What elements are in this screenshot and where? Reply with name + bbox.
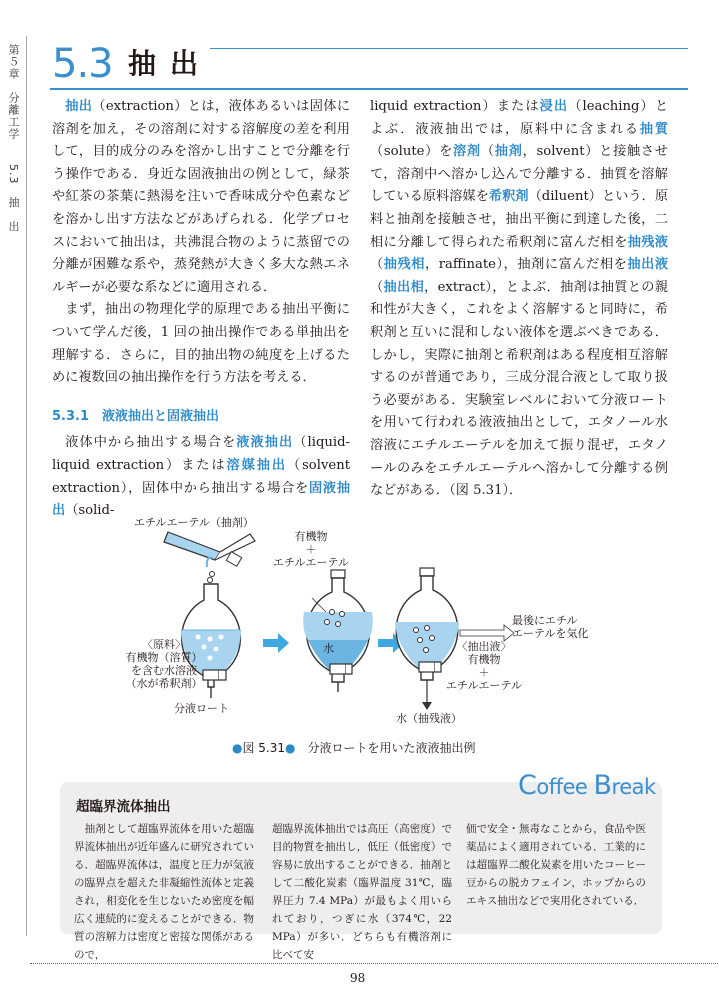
label-line: 最後にエチル	[512, 614, 578, 627]
label-line: 有機物（溶質）	[125, 651, 203, 664]
keyword-term: 抽出	[65, 99, 93, 114]
label-line: エチルエーテル	[446, 679, 522, 692]
page-number: 98	[350, 971, 366, 985]
chapter-strip-label: 第５章 分離工学 5.3 抽 出	[7, 44, 20, 233]
label-line: 〈原料〉	[142, 638, 186, 651]
label-feed	[114, 638, 214, 690]
keyword-term: 浸出	[539, 99, 569, 114]
text-run: ，extract），とよぶ．抽剤は抽質との親和性が大きく，これをよく溶解すると同時に，希釈剤と互いに混和しない液体を選ぶべきである．しかし，実際に抽剤と希釈剤はある程度相互溶解するのが普通であり，三成分混合液として取り扱う必要がある．実験室レベルにおいて分液ロートを用いて行われる液液抽出として，エタノール水溶液にエチルエーテルを加えて振り混ぜ，エタノールのみをエチルエーテルへ溶かして分離する例などがある．（図 5.31）．	[370, 279, 669, 499]
coffee-break-logo: Coffee Break	[518, 770, 656, 801]
keyword-term: 抽質	[639, 121, 669, 137]
keyword-term: 抽出相	[383, 279, 425, 295]
text-run: （	[370, 279, 384, 295]
keyword-term: 溶剤	[453, 144, 481, 160]
label-line: （水が希釈剤）	[125, 677, 203, 690]
label-line: 有機物	[467, 653, 501, 666]
text-run: liquid extraction）または	[370, 99, 540, 114]
caption-bullet-icon: ●	[232, 741, 243, 755]
label-line: エチルエーテル	[273, 556, 349, 569]
section-title: 抽出	[128, 47, 213, 80]
paragraph-extraction-definition	[52, 96, 350, 299]
keyword-term: 液液抽出	[236, 435, 294, 451]
figure-5-31	[90, 512, 660, 725]
keyword-term: 抽出液	[627, 257, 669, 273]
label-organic-ether	[261, 530, 361, 569]
caption-number: 図 5.31	[242, 741, 286, 755]
coffee-break-column-1: 抽剤として超臨界流体を用いた超臨界流体抽出が近年盛んに研究されている．超臨界流体は，温度と圧力が気液の臨界点を超えた非凝縮性流体と定義され，相変化を生じないため密度を幅広く連続的に変えることができる．物質の溶解力は密度と密接な関係があるので，	[74, 823, 254, 961]
section-number: 5.3	[52, 41, 113, 87]
text-run: （solvent extraction），固体中から抽出する場合を	[52, 457, 351, 496]
caption-bullet-icon: ●	[285, 741, 296, 755]
text-run: ，solvent）と接触させて，溶剤中へ溶かし込んで分離する．抽質を溶解している原料溶媒を	[370, 144, 669, 205]
label-vaporize	[512, 614, 588, 640]
coffee-break-column-2: 超臨界流体抽出では高圧（高密度）で目的物質を抽出し，低圧（低密度）で容易に放出することができる．抽剤として二酸化炭素（臨界温度 31℃，臨界圧力 7.4 MPa）が最もよく用いられており，つぎに水（374℃，22 MPa）が多い．どちらも有機溶剤に比べて安	[272, 823, 452, 961]
funnel-2	[303, 570, 373, 692]
label-raffinate: 水（抽残液）	[396, 712, 462, 725]
coffee-break-column-3: 価で安全・無毒なことから，食品や医薬品によく適用されている．工業的には超臨界二酸化炭素を用いたコーヒー豆からの脱カフェイン，ホップからのエキス抽出などで実用化されている．	[466, 823, 646, 907]
text-run: （solute）を	[370, 144, 454, 160]
label-line: ＋	[478, 666, 490, 679]
keyword-term: 抽残相	[383, 257, 425, 273]
right-column	[370, 96, 668, 503]
text-run: ，raffinate），抽剤に富んだ相を	[424, 257, 628, 273]
keyword-term: 固液抽出	[52, 480, 351, 519]
text-run: （diluent）という．原料と抽剤を接触させ，抽出平衡に到達した後，二相に分離して得られた希釈剤に富んだ相を	[370, 189, 669, 250]
footer-rule	[30, 963, 719, 964]
text-run: 液体中から抽出する場合を	[65, 435, 237, 451]
text-run: （	[480, 144, 495, 160]
text-run: （	[370, 257, 384, 273]
solvent-flask	[164, 532, 255, 567]
label-extract	[439, 640, 529, 692]
label-line: ＋	[305, 543, 317, 556]
label-line: 〈抽出液〉	[456, 640, 512, 653]
paragraph-liquid-liquid	[52, 432, 350, 522]
paragraph-terminology	[370, 96, 668, 503]
keyword-term: 抽剤	[494, 144, 523, 160]
label-water: 水	[323, 642, 334, 655]
keyword-term: 溶媒抽出	[226, 457, 287, 473]
label-separatory-funnel: 分液ロート	[174, 702, 229, 715]
left-column	[52, 96, 350, 523]
heading-rule	[50, 88, 688, 90]
caption-text: 分液ロートを用いた液液抽出例	[307, 741, 476, 755]
figure-caption	[232, 739, 476, 756]
coffee-break-title: 超臨界流体抽出	[76, 799, 171, 815]
text-run: （liquid-liquid extraction）または	[52, 435, 350, 473]
text-run: （extraction）とは，液体あるいは固体に溶剤を加え，その溶剤に対する溶解度の差を利用して，目的成分のみを溶かし出すことで分離を行う操作である．身近な固液抽出の例として，緑茶や紅茶の茶葉に熱湯を注いで香味成分や色素などを溶かし出す方法などがあげられる．化学プロセスにおいて抽出は，共沸混合物のように蒸留での分離が困難な系や，蒸発熱が大きく多大な熱エネルギーが必要な系などに適用される．	[52, 99, 351, 295]
label-line: エーテルを気化	[512, 627, 589, 640]
heading-rule-top	[210, 48, 688, 49]
keyword-term: 希釈剤	[488, 189, 529, 205]
label-line: を含む水溶液	[131, 664, 197, 677]
text-run: まず，抽出の物理化学的原理である抽出平衡について学んだ後，1 回の抽出操作である単抽出を理解する．さらに，目的抽出物の純度を上げるために複数回の抽出操作を行う方法を考える．	[52, 302, 350, 386]
label-line: 有機物	[294, 530, 328, 543]
paragraph-chapter-overview	[52, 299, 350, 389]
text-run: （leaching）とよぶ．液液抽出では，原料中に含まれる	[370, 99, 669, 137]
text-run: （solid-	[65, 503, 115, 519]
keyword-term: 抽残液	[627, 234, 668, 250]
label-solvent: エチルエーテル（抽剤）	[134, 516, 254, 529]
subsection-title: 5.3.1 液液抽出と固液抽出	[52, 408, 220, 424]
